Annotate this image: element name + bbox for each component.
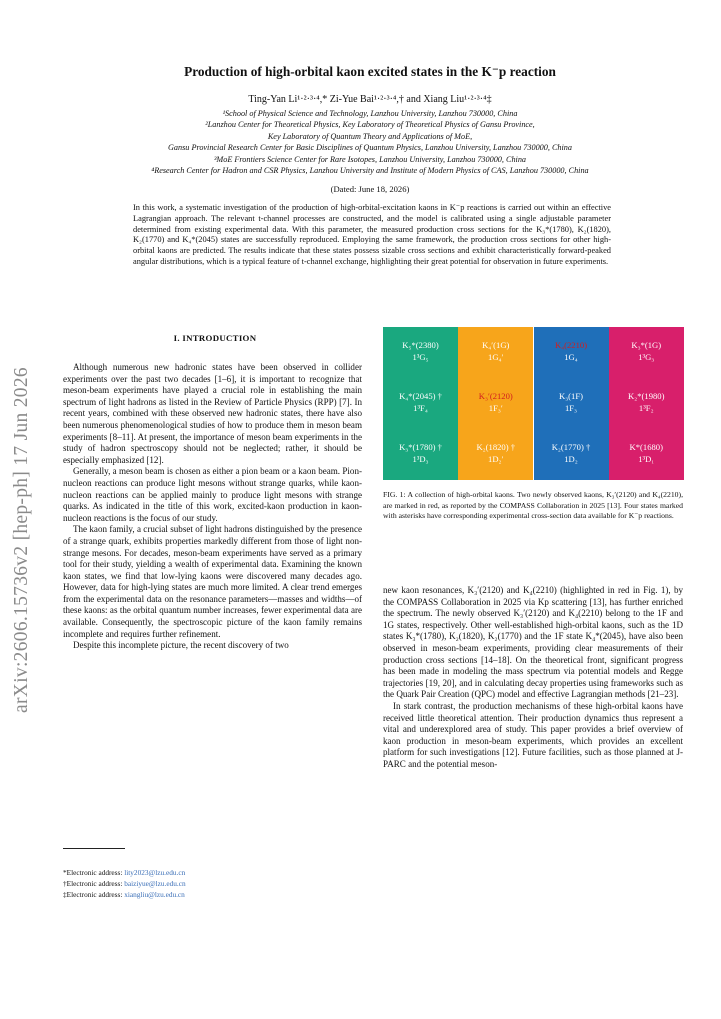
kaon-state-name: K₃*(1780) † xyxy=(399,442,442,452)
kaon-state-name: K₂(1770) † xyxy=(551,442,591,452)
date-line: (Dated: June 18, 2026) xyxy=(330,184,410,194)
kaon-state-label: 1G₄′ xyxy=(488,352,504,362)
affiliation-line: ⁴Research Center for Hadron and CSR Physics, Lanzhou University and Institute of Modern Physics of CAS, Lanzhou 730000, China xyxy=(151,166,589,176)
footnote-rule xyxy=(63,848,125,849)
kaon-state-name: K₄′(1G) xyxy=(482,340,510,350)
arxiv-identifier: arXiv:2606.15736v2 [hep-ph] 17 Jun 2026 xyxy=(11,367,32,713)
kaon-state-name: K₄(2210) xyxy=(554,340,588,350)
kaon-state-name: K*(1680) xyxy=(629,442,663,452)
kaon-state-label: 1G₄ xyxy=(564,352,578,362)
affiliation-line: Gansu Provincial Research Center for Basic Disciplines of Quantum Physics, Lanzhou University, Lanzhou 730000, China xyxy=(168,143,572,153)
left-column-text xyxy=(63,362,362,652)
affiliation-line: Key Laboratory of Quantum Theory and Applications of MoE, xyxy=(267,131,473,141)
kaon-state-label: 1D₂′ xyxy=(488,454,504,464)
kaon-state-name: K₂(1820) † xyxy=(476,442,516,452)
author-list: Ting-Yan Li¹·²·³·⁴,* Zi-Yue Bai¹·²·³·⁴,† and Xiang Liu¹·²·³·⁴‡ xyxy=(248,94,492,105)
kaon-state-cell xyxy=(383,429,458,480)
kaon-state-name: K₅*(2380) xyxy=(402,340,439,350)
footnote-label: ‡Electronic address: xyxy=(63,890,125,900)
kaon-state-cell xyxy=(609,378,684,429)
affiliation-line: ³MoE Frontiers Science Center for Rare Isotopes, Lanzhou University, Lanzhou 730000, China xyxy=(213,154,527,164)
footnote-label: †Electronic address: xyxy=(63,879,125,889)
body-paragraph: Despite this incomplete picture, the recent discovery of two xyxy=(73,640,289,651)
kaon-state-cell xyxy=(534,378,609,429)
email-link[interactable]: baiziyue@lzu.edu.cn xyxy=(124,879,186,889)
affiliation-line: ²Lanzhou Center for Theoretical Physics, Key Laboratory of Theoretical Physics of Gansu Province, xyxy=(205,120,535,130)
kaon-state-name: K₂*(1980) xyxy=(628,391,665,401)
body-paragraph: In stark contrast, the production mechanisms of these high-orbital kaons have received little theoretical attention. Their production dynamics thus represent a vital and underexplored area of study. This paper provides a brief overview of kaon production in meson-beam experiments, which provides an excellent platform for such investigations [12]. Future facilities, such as those planned at J-PARC and the potential meson- xyxy=(383,700,683,769)
kaon-state-label: 1³F₄ xyxy=(413,403,428,413)
abstract: In this work, a systematic investigation of the production of high-orbital-excitation kaons in K⁻p reactions is carried out within an effective Lagrangian approach. The relevant t-channel processes are constructed, and the model is calibrated using a single adjustable parameter determined from existing experimental data. With this parameter, the measured production cross sections for the K₃*(1780), K₂(1820), K₂(1770) and K₄*(2045) states are successfully reproduced. Employing the same framework, the production cross sections for other high-orbital kaons are predicted. The results indicate that these states possess sizable cross sections and exhibit characteristically forward-peaked angular distributions, which is a typical feature of t-channel exchange, highlighting their great potential for observation in future experiments. xyxy=(133,203,611,266)
kaon-state-name: K₃′(2120) xyxy=(478,391,513,401)
kaon-state-label: 1³D₃ xyxy=(412,454,429,464)
footnote xyxy=(63,889,363,900)
footnote xyxy=(63,867,363,878)
kaon-state-cell xyxy=(458,378,533,429)
body-paragraph: new kaon resonances, K₃′(2120) and K₄(2210) (highlighted in red in Fig. 1), by the COMPASS Collaboration in 2025 via Kp scattering [13], has further enriched the spectrum. The newly observed K₃′(2120) and K₄(2210) belong to the 1F and 1G states, respectively. Other well-established high-orbital kaons, such as the 1D states K₃*(1780), K₂(1820), K₂(1770) and the 1F state K₄*(2045), have also been observed in meson-beam experiments, providing clear measurements of their production cross sections [14–18]. On the theoretical front, significant progress has been made in modeling the mass spectrum via potential models and Regge trajectories [19, 20], and in calculating decay properties using frameworks such as the Quark Pair Creation (QPC) model and effective Lagrangian methods [21–23]. xyxy=(383,585,683,700)
right-column-text xyxy=(383,585,683,771)
figure-1-caption: FIG. 1: A collection of high-orbital kaons. Two newly observed kaons, K₃′(2120) and K₄(2210), are marked in red, as reported by the COMPASS Collaboration in 2025 [13]. Four states marked with asterisks have corresponding experimental cross-section data available for K⁻p reactions. xyxy=(383,490,683,521)
kaon-state-name: K₃(1F) xyxy=(558,391,583,401)
figure-1-kaon-grid xyxy=(383,327,684,480)
kaon-state-name: K₄*(2045) † xyxy=(399,391,442,401)
kaon-state-label: 1³F₂ xyxy=(638,403,654,413)
footnotes xyxy=(63,867,363,901)
footnote xyxy=(63,878,363,889)
footnote-label: *Electronic address: xyxy=(63,868,125,877)
body-paragraph: Although numerous new hadronic states have been observed in collider experiments over the past two decades [1–6], it is important to recognize that meson-beam experiments have played a crucial role in establishing the main spectrum of light hadrons as listed in the Review of Particle Physics (RPP) [7]. In recent years, combined with these observed new hadronic states, there have also been numerous phenomenological studies of how to produce them in meson beam experiments [8–11]. At present, the importance of meson beam experiments in the study of hadron spectroscopy should not be neglected; rather, it should be especially emphasized [12]. xyxy=(63,362,362,465)
affiliation-line: ¹School of Physical Science and Technology, Lanzhou University, Lanzhou 730000, China xyxy=(222,109,518,118)
kaon-state-cell xyxy=(534,429,609,480)
kaon-state-label: 1³D₁ xyxy=(638,454,655,464)
kaon-state-cell xyxy=(383,327,458,378)
kaon-state-cell xyxy=(458,327,533,378)
kaon-state-cell xyxy=(458,429,533,480)
email-link[interactable]: lity2023@lzu.edu.cn xyxy=(124,868,186,877)
body-paragraph: Generally, a meson beam is chosen as either a pion beam or a kaon beam. Pion-nucleon reactions can produce light mesons without strange quarks, while kaon-nucleon reactions can be applied mainly to produce light mesons with strange quarks. As indicated in the title of this work, excited-kaon production in kaon-nucleon reactions is the focus of our study. xyxy=(63,466,362,523)
kaon-state-cell xyxy=(609,429,684,480)
kaon-state-label: 1D₂ xyxy=(564,454,578,464)
kaon-state-label: 1F₃′ xyxy=(488,403,503,413)
kaon-state-cell xyxy=(383,378,458,429)
section-heading: I. INTRODUCTION xyxy=(173,333,257,343)
kaon-state-name: K₃*(1G) xyxy=(631,340,662,350)
kaon-state-cell xyxy=(534,327,609,378)
paper-title: Production of high-orbital kaon excited states in the K⁻p reaction xyxy=(184,64,556,79)
kaon-state-cell xyxy=(609,327,684,378)
kaon-state-label: 1³G₅ xyxy=(412,352,429,362)
affiliations xyxy=(60,108,680,176)
body-paragraph: The kaon family, a crucial subset of light hadrons distinguished by the presence of a strange quark, exhibits properties markedly different from those of light non-strange mesons. For decades, meson-beam experiments have served as a primary tool for their study, yielding a wealth of experimental data. Examining the known kaon states, we find that low-lying kaons were discovered many decades ago. However, data for high-lying states are much more limited. A clear trend emerges from the experimental data on the resonance parameters—masses and widths—of these kaons: as the orbital quantum number increases, fewer experimental data are available. Consequently, the spectroscopic picture of the kaon family remains incomplete and requires further refinement. xyxy=(63,524,362,639)
kaon-state-label: 1³G₃ xyxy=(638,352,655,362)
email-link[interactable]: xiangliu@lzu.edu.cn xyxy=(124,890,185,900)
kaon-state-label: 1F₃ xyxy=(564,403,578,413)
